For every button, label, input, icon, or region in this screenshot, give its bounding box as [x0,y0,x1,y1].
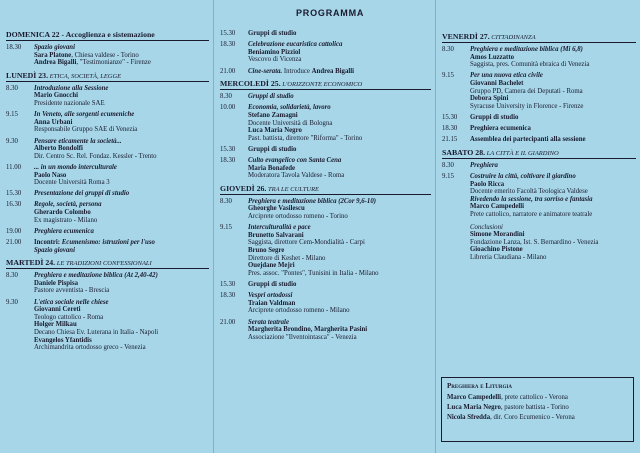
speaker-name: Marco Campedelli [470,203,525,211]
speaker-name: Mario Gnocchi [34,92,78,100]
event-details [248,104,431,142]
speaker-name: Luca Maria Negro [248,127,302,135]
speaker-affiliation: Responsabile Gruppo SAE di Venezia [34,126,138,134]
event-line [470,54,636,62]
event-title: Gruppi di studio [248,30,297,37]
event-line [34,52,209,60]
event-title: Preghiera ecumenica [470,125,531,133]
event-line [34,111,209,119]
day-label: LUNEDÌ 23. [6,70,49,80]
speaker-name: Giovanni Cereti [34,306,81,314]
event-title: Rivedendo la sessione, tra sorriso e fantasia [470,195,593,203]
program-event [442,46,636,69]
event-time: 9.30 [6,137,18,145]
day-label: DOMENICA 22 [6,30,60,39]
event-time: 16.30 [6,201,22,209]
event-line [34,287,209,295]
liturgy-heading: Preghiera e Liturgia [447,382,512,390]
event-title: Preghiera [470,161,498,169]
day-header [442,32,636,43]
event-line [34,228,209,236]
day-label: GIOVEDÌ 26. [220,183,267,193]
event-title: Per una nuova etica civile [470,72,543,80]
speaker-name: Gheorghe Vasilescu [248,205,305,213]
day-subtitle: LE TRADIZIONI CONFESSIONALI [55,260,152,268]
event-title: Pensare eticamente la società... [34,137,122,145]
program-event [6,201,209,224]
event-time: 10.00 [220,104,236,112]
event-details [470,72,636,110]
program-event [6,272,209,295]
event-line [248,172,431,180]
program-event [442,72,636,110]
event-time: 9.15 [442,72,454,80]
speaker-affiliation: Moderatora Tavola Valdese - Roma [248,172,345,180]
speaker-affiliation: Prete cattolico, narratore e animatore teatrale [470,211,593,219]
liturgy-row: Luca Maria Negro, pastore battista - Torino [447,404,569,411]
day-label: VENERDÌ 27. [442,32,490,41]
event-time: 8.30 [442,161,454,169]
event-line [470,196,636,204]
event-line [34,329,209,337]
event-line [248,247,431,255]
event-time: 18.30 [6,44,22,51]
event-time: 15.30 [442,113,458,121]
speaker-name: Gioachino Pistone [470,246,523,254]
event-line [34,190,209,198]
day-subtitle: TRA LE CULTURE [266,185,320,193]
event-title: Spazio giovani [34,246,75,254]
event-line [248,49,431,57]
event-line [34,299,209,307]
speaker-affiliation: Ex magistrato - Milano [34,216,98,224]
speaker-affiliation: Arciprete ortodosso romeno - Milano [248,307,350,315]
liturgy-row: Marco Campedelli, prete cattolico - Verona [447,394,568,401]
day-header [6,71,209,82]
event-details [248,281,431,289]
speaker-name: Traian Valdman [248,299,296,307]
event-line [248,30,431,38]
liturgy-box [441,377,634,442]
day-subtitle: ETICA, SOCIETÀ, LEGGE [48,72,122,80]
event-details [248,224,431,277]
event-line [470,246,636,254]
event-line [470,211,636,219]
speaker-name: Paolo Naso [34,171,67,179]
event-line [470,61,636,69]
program-event [220,30,431,38]
program-event [6,299,209,352]
program-event [6,239,209,254]
event-details [248,146,431,154]
event-line [248,270,431,278]
program-event [6,164,209,187]
speaker-affiliation: Docente Università Roma 3 [34,179,110,187]
event-line [470,231,636,239]
event-title: Gruppi di studio [470,113,519,121]
program-event [220,93,431,101]
speaker-name: Maria Bonafede [248,164,296,172]
event-line [248,326,431,334]
speaker-name: Bruno Segre [248,247,285,255]
event-details [34,272,209,295]
speaker-affiliation: Syracuse University in Florence - Firenze [470,102,584,110]
event-line [248,93,431,101]
program-event [220,224,431,277]
event-line [470,136,636,144]
event-line [34,209,209,217]
event-line [470,239,636,247]
speaker-affiliation: Docente emerito Facoltà Teologica Valdese [470,188,588,196]
speaker-affiliation: Pastore avventista - Brescia [34,287,110,295]
speaker-affiliation: , "Testimonianze" - Firenze [76,59,151,67]
event-details [34,85,209,108]
speaker-affiliation: Decano Chiesa Ev. Luterana in Italia - Napoli [34,328,159,336]
event-title: Regole, società, persona [34,201,102,209]
event-details [34,44,209,67]
program-event [442,173,636,262]
event-time: 8.30 [442,46,454,53]
event-line [470,188,636,196]
event-line [470,72,636,80]
day-label: SABATO 28. [442,147,486,157]
event-line [248,213,431,221]
speaker-affiliation: Libreria Claudiana - Milano [470,254,547,262]
event-title: Preghiera e meditazione biblica (At 2,40-42) [34,272,158,280]
event-title: Gruppi di studio [248,281,297,288]
event-line [248,146,431,154]
event-details [470,162,636,170]
day-subtitle: LA CITTÀ E IL GIARDINO [485,149,559,157]
event-time: 8.30 [220,197,232,205]
event-details [248,93,431,101]
event-title: Economia, solidarietà, lavoro [248,104,331,112]
event-title: In Veneto, alle sorgenti ecumeniche [34,111,135,119]
event-line [34,138,209,146]
event-line [34,153,209,161]
program-event [442,162,636,170]
event-line [248,112,431,120]
program-event [6,44,209,67]
event-time: 19.00 [6,227,22,235]
event-line [248,334,431,342]
day-header [220,79,431,90]
event-title: Assemblea dei partecipanti alla sessione [470,136,586,144]
event-time: 9.15 [442,173,454,181]
event-line [248,224,431,232]
speaker-name: Simone Morandini [470,231,525,239]
program-event [220,104,431,142]
event-line [470,80,636,88]
event-details [34,111,209,134]
speaker-affiliation: , Chiesa valdese - Torino [71,51,139,59]
event-time: 21.00 [220,67,236,75]
event-details [248,292,431,315]
program-event [6,190,209,198]
event-time: 21.15 [442,136,458,144]
event-time: 15.30 [220,281,236,288]
event-time: 18.30 [220,41,236,49]
program-event [220,68,431,76]
event-details [248,198,431,221]
event-line [248,120,431,128]
event-note: Introduce [282,67,312,75]
event-title: Culto evangelico con Santa Cena [248,157,342,165]
speaker-affiliation: Gruppo PD, Camera dei Deputati - Roma [470,87,583,95]
event-time: 8.30 [220,93,232,101]
speaker-affiliation: Fondazione Lanza, Ist. S. Bernardino - Venezia [470,238,599,246]
speaker-name: Andrea Bigalli [311,67,355,75]
speaker-name: Sara Platone [34,51,72,59]
event-line [470,46,636,54]
speaker-affiliation: Docente Università di Bologna [248,119,333,127]
event-line [248,300,431,308]
event-line [34,201,209,209]
event-line [34,321,209,329]
program-event [442,136,636,144]
event-details [34,239,209,254]
day-header [6,30,209,41]
event-line [248,104,431,112]
program-event [220,146,431,154]
event-details [248,41,431,64]
event-line [470,125,636,133]
event-line [248,198,431,206]
event-title: L'etica sociale nelle chiese [34,298,109,306]
program-event [442,114,636,122]
program-event [6,138,209,161]
event-details [248,30,431,38]
event-line [34,100,209,108]
speaker-name: Stefano Zamagni [248,111,298,119]
event-title: Spazio giovani [34,44,75,51]
event-line [34,280,209,288]
event-line [248,262,431,270]
event-line [470,254,636,262]
event-details [34,190,209,198]
event-details [34,201,209,224]
event-line [34,217,209,225]
program-event [220,281,431,289]
event-line [248,157,431,165]
event-time: 8.30 [6,84,18,92]
event-time: 21.00 [220,318,236,326]
event-time: 15.30 [220,30,236,37]
event-time: 18.30 [220,292,236,300]
event-time: 11.00 [6,163,22,171]
event-line [34,164,209,172]
event-line [470,95,636,103]
event-line [470,114,636,122]
event-title: Introduzione alla Sessione [34,84,109,92]
event-line [470,224,636,232]
event-title: Incontri: [34,239,62,247]
event-line [34,179,209,187]
day-label: MERCOLEDÌ 25. [220,79,281,89]
speaker-affiliation: Saggista, direttore Cem-Mondialità - Carpi [248,239,365,247]
event-line [248,68,431,76]
speaker-affiliation: Teologo cattolico - Roma [34,313,104,321]
speaker-affiliation: Dir. Centro Sc. Rel. Fondaz. Kessler - Trento [34,152,157,160]
speaker-affiliation: Vescovo di Vicenza [248,56,302,64]
event-line [34,314,209,322]
event-line [248,255,431,263]
speaker-name: Evangelos Yfantidis [34,336,92,344]
event-time: 15.30 [6,190,22,198]
event-line [34,344,209,352]
event-title: Celebrazione eucaristica cattolica [248,41,343,49]
event-title: Conclusioni [470,223,503,231]
event-title: Preghiera ecumenica [34,227,94,235]
event-time: 9.30 [6,298,18,306]
column-2 [213,0,435,453]
event-line [248,165,431,173]
column-1 [0,0,213,453]
event-subtitle: Ecumenismo: istruzioni per l'uso [61,239,155,247]
event-line [34,119,209,127]
event-line [34,272,209,280]
event-line [470,173,636,181]
event-time: 18.30 [220,157,236,165]
event-line [470,203,636,211]
event-details [34,299,209,352]
event-time: 9.15 [220,224,232,232]
speaker-name: Margherita Brondino, Margherita Pasini [248,326,368,334]
event-details [34,228,209,236]
speaker-name: Giovanni Bachelet [470,79,524,87]
speaker-name: Holger Milkau [34,321,77,329]
event-details [470,173,636,262]
event-line [34,239,209,247]
event-line [34,306,209,314]
event-title: Preghiera e meditazione biblica (2Cor 9,6-10) [248,197,376,205]
event-details [34,138,209,161]
event-line [470,181,636,189]
event-title: ... in un mondo interculturale [34,163,117,171]
speaker-name: Gherardo Colombo [34,209,91,217]
event-title: Presentazione dei gruppi di studio [34,190,130,198]
speaker-name: Debora Spini [470,95,509,103]
day-subtitle: L'ORIZZONTE ECONOMICO [280,81,363,89]
event-line [34,85,209,93]
speaker-affiliation: Arciprete ortodosso romeno - Torino [248,213,348,221]
event-time: 9.15 [6,111,18,119]
event-line [248,281,431,289]
event-line [248,56,431,64]
event-time: 21.00 [6,239,22,247]
event-line [34,92,209,100]
event-line [470,103,636,111]
day-subtitle: CITTADINANZA [489,34,536,41]
event-line [248,135,431,143]
event-line [34,172,209,180]
speaker-name: Andrea Bigalli [34,59,77,67]
speaker-name: Alberto Bondolfi [34,145,83,153]
speaker-name: Amos Luzzatto [470,53,514,61]
event-line [470,162,636,170]
program-event [220,292,431,315]
event-line [34,126,209,134]
speaker-name: Daniele Pispisa [34,279,78,287]
event-line [248,127,431,135]
speaker-affiliation: Archimandrita ortodosso greco - Venezia [34,344,146,352]
day-header [6,258,209,269]
event-title: Cine-serata. [248,67,283,75]
program-event [6,228,209,236]
program-event [220,41,431,64]
speaker-affiliation: Saggista, pres. Comunità ebraica di Venezia [470,61,590,69]
event-line [34,145,209,153]
event-details [248,68,431,76]
speaker-affiliation: Presidente nazionale SAE [34,99,105,107]
event-title: Vespri ortodossi [248,292,293,300]
speaker-name: Beniamino Pizziol [248,48,301,56]
event-title: Serata teatrale [248,318,289,326]
event-details [470,46,636,69]
event-details [470,125,636,133]
program-event [220,198,431,221]
event-line [34,44,209,52]
event-line [248,41,431,49]
event-details [34,164,209,187]
event-title: Gruppi di studio [248,93,294,101]
event-time: 18.30 [442,125,458,133]
speaker-name: Paolo Ricca [470,180,505,188]
speaker-affiliation: Past. battista, direttore "Riforma" - Torino [248,134,363,142]
speaker-name: Anna Urbani [34,118,73,126]
speaker-affiliation: Associazione "Ilventointasca" - Venezia [248,333,357,341]
event-line [34,337,209,345]
event-line [34,247,209,255]
event-details [470,114,636,122]
program-event [220,319,431,342]
program-event [6,85,209,108]
event-title: Interculturalità e pace [248,224,311,232]
speaker-affiliation: Direttore di Keshet - Milano [248,254,326,262]
speaker-name: Brunetto Salvarani [248,231,304,239]
event-line [248,239,431,247]
page-title: PROGRAMMA [296,8,365,18]
liturgy-row: Nicola Sfredda, dir. Coro Ecumenico - Verona [447,414,575,421]
event-line [248,319,431,327]
event-line [34,59,209,67]
event-title: Gruppi di studio [248,145,297,153]
event-details [248,157,431,180]
event-title: Costruire la città, coltivare il giardino [470,173,576,181]
program-event [442,125,636,133]
event-line [248,292,431,300]
program-event [220,157,431,180]
speaker-affiliation: Pres. assoc. "Pontes", Tunisini in Italia - Milano [248,269,379,277]
event-line [248,307,431,315]
program-event [6,111,209,134]
speaker-name: Ouejdane Mejri [248,262,295,270]
event-line [470,88,636,96]
event-title: Preghiera e meditazione biblica (Mi 6,8) [470,46,583,53]
day-subtitle: - Accoglienza e sistemazione [59,30,155,39]
event-details [470,136,636,144]
event-line [248,205,431,213]
day-header [220,184,431,195]
event-line [248,232,431,240]
event-time: 8.30 [6,272,18,280]
day-label: MARTEDÌ 24. [6,258,56,268]
event-time: 15.30 [220,145,236,153]
day-header [442,148,636,159]
event-details [248,319,431,342]
